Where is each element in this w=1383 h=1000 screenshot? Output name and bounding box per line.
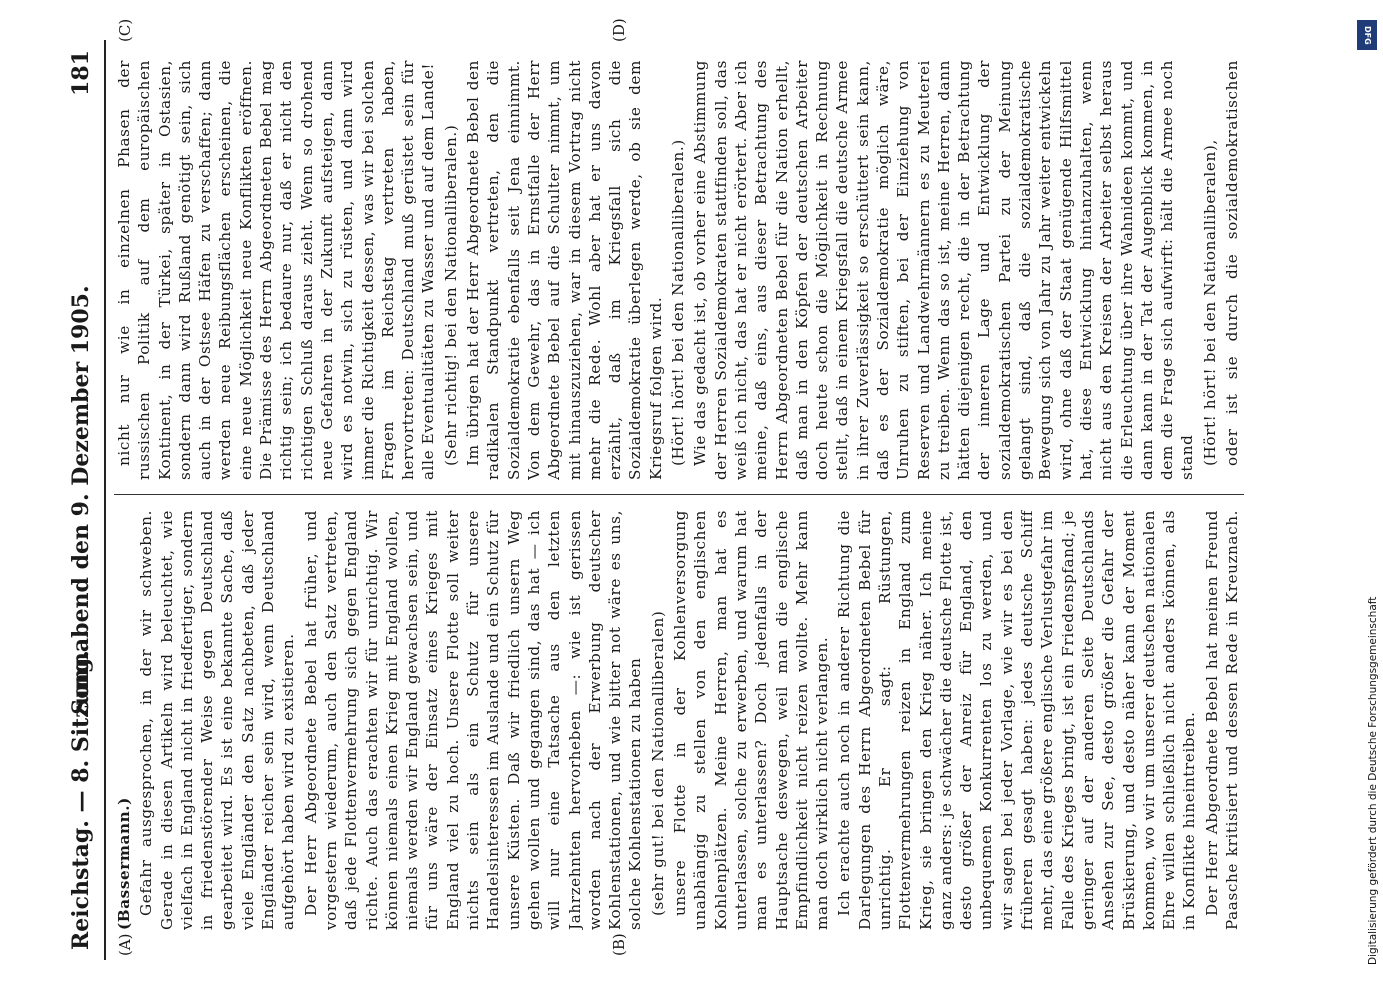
right-column [114,60,1244,480]
paragraph: Wie das gedacht ist, ob vorher eine Abstimmung der Herren Sozialdemokraten stattfinden soll, das weiß ich nicht, das hat er nicht erörtert. Aber ich meine, daß eins, aus dieser Betrachtung des Herrn Abgeordneten Bebel für die Nation erhellt, daß man in den Köpfen der deutschen Arbeiter doch heute schon die Möglichkeit in Rechnung stellt, daß in einem Kriegsfall die deutsche Armee in ihrer Zuverlässigkeit so erschüttert sein kann, daß es der Sozialdemokratie möglich wäre, Unruhen zu stiften, bei der Einziehung von Reserven und Landwehrmännern es zu Meuterei zu treiben. Wenn das so ist, meine Herren, dann hätten diejenigen recht, die in der Betrachtung der inneren Lage und Entwicklung der sozialdemokratischen Partei zu der Meinung gelangt sind, daß die sozialdemokratische Bewegung sich von Jahr zu Jahr weiter entwickeln wird, ohne daß der Staat genügende Hilfsmittel hat, diese Entwicklung hintanzuhalten, wenn nicht aus den Kreisen der Arbeiter selbst heraus die Erleuchtung über ihre Wahnideen kommt, und dann kann in der Tat der Augenblick kommen, in dem die Frage sich aufwirft: hält die Armee noch stand [691,60,1197,480]
paragraph: (Hört! hört! bei den Nationalliberalen), [1200,139,1219,466]
paragraph: Der Herr Abgeordnete Bebel hat früher, und vorgestern wiederum, auch den Satz vertreten, daß jede Flottenvermehrung sich gegen England richte. Auch das erachten wir für unrichtig. Wir können niemals einen Krieg mit England wollen, niemals werden wir England gewachsen sein, und für uns wäre der Einsatz eines Krieges mit England viel zu hoch. Unsere Flotte soll weiter nichts sein als ein Schutz für unsere Handelsinteressen im Auslande und ein Schutz für unsere Küsten. Daß wir friedlich unsern Weg gehen wollen und gegangen sind, das hat — ich will nur eine Tatsache aus den letzten Jahrzehnten hervorheben —: wie ist gerissen worden nach der Erwerbung deutscher Kohlenstationen, und wie bitter not wäre es uns, solche Kohlenstationen zu haben [301,510,645,930]
margin-marker-a: (A) [116,933,134,956]
credit-text: Digitalisierung gefördert durch die Deutsche Forschungsgemeinschaft [1367,596,1379,965]
digitization-credit [1355,20,1381,980]
paragraph: Der Herr Abgeordnete Bebel hat meinen Freund Paasche kritisiert und dessen Rede in Kreuznach. [1202,510,1242,930]
header-rule [104,40,106,960]
margin-marker-b: (B) [610,933,628,956]
paragraph: Im übrigen hat der Herr Abgeordnete Bebel den radikalen Standpunkt vertreten, den die Sozialdemokratie ebenfalls seit Jena einnimmt. Von dem Gewehr, das in Ernstfalle der Herr Abgeordnete Bebel auf die Schulter nimmt, um mit hinauszuziehen, war in diesem Vortrag nicht mehr die Rede. Wohl aber hat er uns davon erzählt, daß im Kriegsfall sich die Sozialdemokratie überlegen werde, ob sie dem Kriegsruf folgen wird. [464,60,665,480]
paragraph: (sehr gut! bei den Nationalliberalen) [648,610,667,916]
speaker-label: (Bassermann.) [115,797,133,930]
paragraph: (Hört! hört! bei den Nationalliberalen.) [669,139,688,466]
scanned-page [40,0,1340,1000]
left-column [114,510,1244,930]
page-header [62,40,102,960]
column-divider [114,494,1244,495]
paragraph: Gefahr ausgesprochen, in der wir schweben. Gerade in diesen Artikeln wird beleuchtet, wie vielfach in England nicht in friedfertiger, sondern in friedenstörender Weise gegen Deutschland gearbeitet wird. Es ist eine bekannte Sache, daß viele Engländer den Satz nachbeten, daß jeder Engländer reicher sein wird, wenn Deutschland aufgehört haben wird zu existieren. [137,510,298,930]
paragraph: unsere Flotte in der Kohlenversorgung unabhängig zu stellen von den englischen Kohlenplätzen. Meine Herren, man hat es unterlassen, solche zu erwerben, und warum hat man es unterlassen? Doch jedenfalls in der Hauptsache deswegen, weil man die englische Empfindlichkeit nicht reizen wollte. Mehr kann man doch wirklich nicht verlangen. [671,510,832,930]
margin-marker-c: (C) [116,18,134,42]
header-date: Sonnabend den 9. Dezember 1905. [68,285,94,715]
paragraph: nicht nur wie in einzelnen Phasen der russischen Politik auf dem europäischen Kontinent, in der Türkei, später in Ostasien, sondern dann wird Rußland genötigt sein, sich auch in der Ostsee Häfen zu verschaffen; dann werden neue Reibungsflächen erscheinen, die eine neue Möglichkeit neue Konflikten eröffnen. Die Prämisse des Herrn Abgeordneten Bebel mag richtig sein; ich bedaure nur, daß er nicht den richtigen Schluß daraus zieht. Wenn so drohend neue Gefahren in der Zukunft aufsteigen, dann wird es notwin, sich zu rüsten, und dann wird immer die Richtigkeit dessen, was wir bei solchen Fragen im Reichstag vertreten haben, hervortreten: Deutschland muß gerüstet sein für alle Eventualitäten zu Wasser und auf dem Lande! [115,60,438,480]
margin-marker-d: (D) [610,18,628,42]
paragraph: (Sehr richtig! bei den Nationalliberalen.) [441,124,460,466]
dfg-logo: DFG [1357,20,1377,50]
page-number: 181 [68,50,94,96]
paragraph: Ich erachte auch noch in anderer Richtung die Darlegungen des Herrn Abgeordneten Bebel für unrichtig. Er sagt: Rüstungen, Flottenvermehrungen reizen in England zum Krieg, sie bringen den Krieg näher. Ich meine ganz anders: je schwächer die deutsche Flotte ist, desto größer der Anreiz für England, den unbequemen Konkurrenten los zu werden, und wir sagen bei jeder Vorlage, wie wir es bei den früheren gesagt haben: jedes deutsche Schiff mehr, das eine größere englische Verlustgefahr im Falle des Krieges bringt, ist ein Friedenspfand; je geringer auf der anderen Seite Deutschlands Ansehen zur See, desto größer die Gefahr der Brüskierung, und desto näher kann der Moment kommen, wo wir um unserer deutschen nationalen Ehre willen schließlich nicht anders können, als in Konflikte hineintreiben. [835,510,1199,930]
header-session: Reichstag. — 8. Sitzung. [68,650,94,950]
paragraph: oder ist sie durch die sozialdemokratischen [1223,60,1242,466]
